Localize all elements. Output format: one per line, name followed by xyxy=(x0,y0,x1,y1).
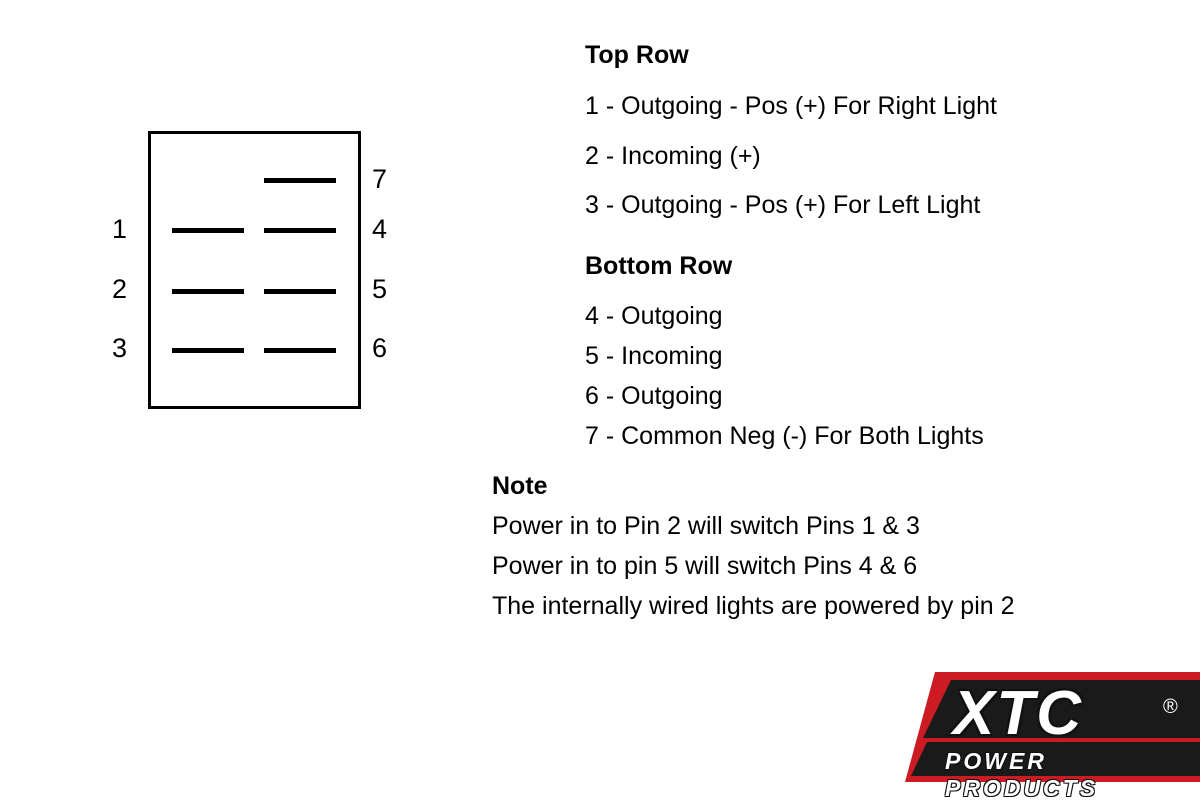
terminal-bar-3 xyxy=(172,348,244,353)
note-line-3: The internally wired lights are powered by pin 2 xyxy=(492,592,1015,620)
top-row-item-2: 2 - Incoming (+) xyxy=(585,142,761,170)
top-row-heading: Top Row xyxy=(585,41,689,69)
terminal-bar-2 xyxy=(172,289,244,294)
switch-diagram xyxy=(0,0,480,800)
pin-label-3: 3 xyxy=(112,333,128,363)
top-row-item-1: 1 - Outgoing - Pos (+) For Right Light xyxy=(585,92,997,120)
terminal-bar-7 xyxy=(264,178,336,183)
bottom-row-item-6: 6 - Outgoing xyxy=(585,382,723,410)
switch-housing-outline xyxy=(148,131,361,409)
terminal-bar-6 xyxy=(264,348,336,353)
logo-tagline-text: POWER PRODUCTS xyxy=(945,748,1099,801)
pin-label-4: 4 xyxy=(372,214,388,244)
note-line-1: Power in to Pin 2 will switch Pins 1 & 3 xyxy=(492,512,920,540)
pin-label-6: 6 xyxy=(372,333,388,363)
logo-brand-text: XTC xyxy=(953,679,1083,748)
note-heading: Note xyxy=(492,472,548,500)
top-row-item-3: 3 - Outgoing - Pos (+) For Left Light xyxy=(585,191,981,219)
terminal-bar-5 xyxy=(264,289,336,294)
bottom-row-item-4: 4 - Outgoing xyxy=(585,302,723,330)
xtc-power-products-logo xyxy=(905,672,1200,800)
terminal-bar-1 xyxy=(172,228,244,233)
pin-label-7: 7 xyxy=(372,164,388,194)
note-line-2: Power in to pin 5 will switch Pins 4 & 6 xyxy=(492,552,918,580)
pin-label-5: 5 xyxy=(372,274,388,304)
terminal-bar-4 xyxy=(264,228,336,233)
bottom-row-item-7: 7 - Common Neg (-) For Both Lights xyxy=(585,422,984,450)
pin-label-2: 2 xyxy=(112,274,128,304)
bottom-row-heading: Bottom Row xyxy=(585,252,733,280)
bottom-row-item-5: 5 - Incoming xyxy=(585,342,723,370)
registered-trademark-icon: ® xyxy=(1163,696,1178,718)
pin-label-1: 1 xyxy=(112,214,128,244)
